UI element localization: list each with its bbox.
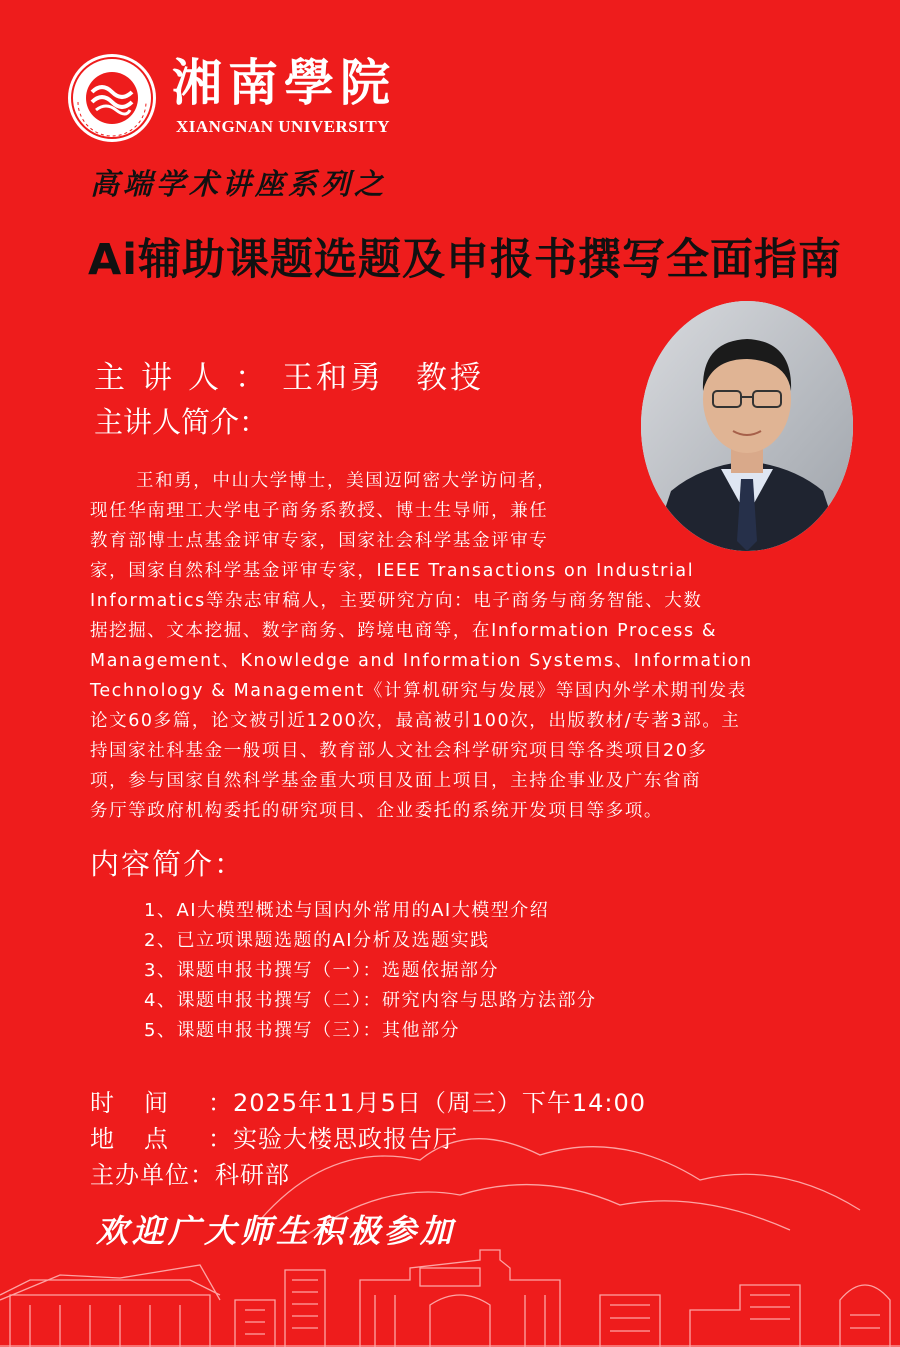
contents-item: 2、已立项课题选题的AI分析及选题实践 <box>144 930 490 951</box>
contents-item: 3、课题申报书撰写（一）：选题依据部分 <box>144 960 499 981</box>
speaker-line <box>94 352 484 397</box>
time-label: 时间 <box>90 1089 198 1117</box>
time-row: 时间 ：2025年11月5日（周三）下午14:00 <box>90 1083 646 1118</box>
welcome-slogan: 欢迎广大师生积极参加 <box>96 1212 457 1250</box>
host-label: 主办单位 <box>90 1161 190 1189</box>
bio-line: 务厅等政府机构委托的研究项目、企业委托的系统开发项目等多项。 <box>90 801 663 821</box>
speaker-label: 主讲人： <box>94 360 282 396</box>
time-value: 2025年11月5日（周三）下午14:00 <box>233 1089 647 1117</box>
bio-line: Technology & Management《计算机研究与发展》等国内外学术期刊发表 <box>90 681 747 701</box>
bio-line: 项，参与国家自然科学基金重大项目及面上项目，主持企事业及广东省商 <box>90 771 702 791</box>
lecture-series: 高端学术讲座系列之 <box>90 167 388 201</box>
place-row: 地点 ：实验大楼思政报告厅 <box>90 1119 458 1154</box>
bio-line: 论文60多篇，论文被引近1200次，最高被引100次，出版教材/专著3部。主 <box>90 711 741 731</box>
bio-line: Informatics等杂志审稿人，主要研究方向：电子商务与商务智能、大数 <box>90 591 703 611</box>
contents-item: 4、课题申报书撰写（二）：研究内容与思路方法部分 <box>144 990 597 1011</box>
bio-line: 据挖掘、文本挖掘、数字商务、跨境电商等，在Information Process & <box>90 621 718 641</box>
contents-heading: 内容简介： <box>90 847 246 881</box>
host-value: 科研部 <box>215 1161 290 1189</box>
contents-list <box>144 896 596 1046</box>
bio-line: Management、Knowledge and Information Systems、Information <box>90 651 753 671</box>
speaker-name: 王和勇 <box>282 360 384 396</box>
host-row: 主办单位：科研部 <box>90 1161 290 1189</box>
bio-line: 家，国家自然科学基金评审专家，IEEE Transactions on Industrial <box>90 561 695 581</box>
speaker-bio <box>90 466 830 826</box>
speaker-rank: 教授 <box>416 360 484 396</box>
university-name-cn: 湘南學院 <box>172 53 396 112</box>
university-name-en: XIANGNAN UNIVERSITY <box>176 117 390 136</box>
lecture-title: Ai辅助课题选题及申报书撰写全面指南 <box>88 235 843 285</box>
bio-heading: 主讲人简介： <box>94 405 269 439</box>
bio-line: 持国家社科基金一般项目、教育部人文社会科学研究项目等各类项目20多 <box>90 741 708 761</box>
university-seal-icon <box>66 52 158 144</box>
place-value: 实验大楼思政报告厅 <box>233 1125 458 1153</box>
contents-item: 1、AI大模型概述与国内外常用的AI大模型介绍 <box>144 900 550 921</box>
bio-line: 现任华南理工大学电子商务系教授、博士生导师，兼任 <box>90 501 549 521</box>
bio-line: 教育部博士点基金评审专家，国家社会科学基金评审专 <box>90 531 549 551</box>
place-label: 地点 <box>90 1125 198 1153</box>
contents-item: 5、课题申报书撰写（三）：其他部分 <box>144 1020 460 1041</box>
bio-line: 王和勇，中山大学博士，美国迈阿密大学访问者， <box>136 471 557 491</box>
